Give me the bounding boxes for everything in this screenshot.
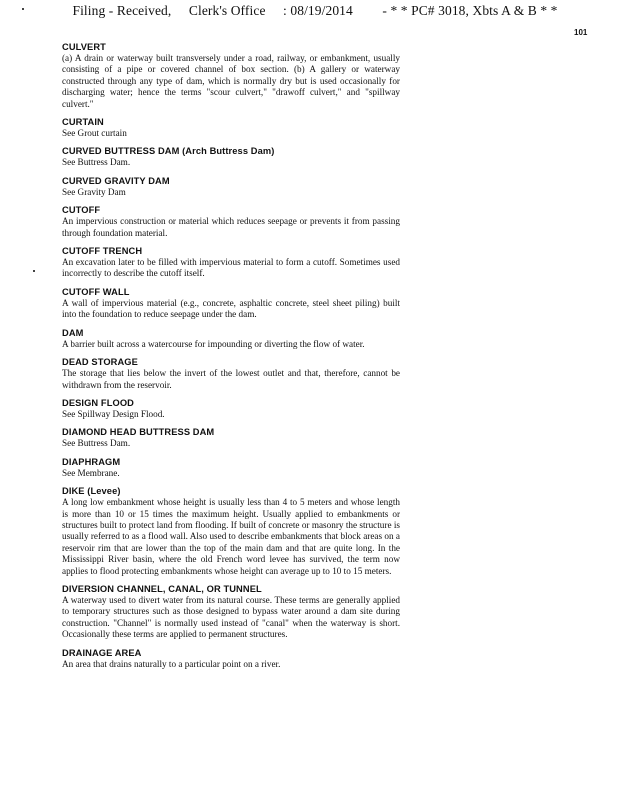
entry-definition: An impervious construction or material which reduces seepage or prevents it from passing through foundation material. (62, 216, 400, 238)
glossary-entry (62, 584, 400, 641)
glossary-entry (62, 427, 400, 449)
glossary-entry (62, 328, 400, 350)
entry-term: DESIGN FLOOD (62, 397, 134, 408)
filing-stamp-header (0, 3, 630, 19)
entry-definition: A barrier built across a watercourse for impounding or diverting the flow of water. (62, 338, 365, 349)
entry-term: DRAINAGE AREA (62, 647, 142, 658)
entry-definition: See Spillway Design Flood. (62, 408, 165, 419)
entry-term: DIAPHRAGM (62, 456, 121, 467)
page-number: 101 (574, 28, 588, 37)
entry-definition: A waterway used to divert water from its natural course. These terms are generally applied to temporary structures such as those designed to bypass water around a dam site during construction. "Channel" is normally used instead of "canal" when the waterway is short. Occasionally these terms are applied to permanent structures. (62, 594, 400, 640)
glossary-entry (62, 205, 400, 239)
entry-term: DIKE (Levee) (62, 486, 121, 497)
entry-term: CULVERT (62, 42, 106, 52)
entry-definition: A wall of impervious material (e.g., concrete, asphaltic concrete, steel sheet piling) built into the foundation to reduce seepage under the dam. (62, 297, 400, 320)
entry-definition: An area that drains naturally to a particular point on a river. (62, 658, 281, 669)
entry-definition: (a) A drain or waterway built transversely under a road, railway, or embankment, usually consisting of a pipe or covered channel of box section. (b) A gallery or waterway constructed through any type of dam, which is normally dry but is used occasionally for discharging water; hence the terms "scour culvert," "drawoff culvert," and "spillway culvert." (62, 53, 400, 109)
entry-definition: See Membrane. (62, 467, 120, 478)
glossary-entry (62, 42, 400, 110)
entry-definition: An excavation later to be filled with impervious material to form a cutoff. Sometimes used incorrectly to describe the cutoff itself. (62, 257, 400, 279)
entry-definition: See Gravity Dam (62, 186, 126, 197)
glossary-entry (62, 398, 400, 420)
glossary-entry (62, 246, 400, 280)
entry-term: CUTOFF (62, 205, 101, 216)
entry-term: CURVED BUTTRESS DAM (Arch Buttress Dam) (62, 146, 275, 157)
clerks-office-text: Clerk's Office (188, 3, 266, 18)
filing-received-text: Filing - Received, (72, 3, 172, 18)
entry-term: DAM (62, 327, 84, 338)
glossary-list (62, 42, 400, 677)
entry-term: DIVERSION CHANNEL, CANAL, OR TUNNEL (62, 583, 262, 594)
glossary-entry (62, 146, 400, 168)
glossary-entry (62, 486, 400, 577)
entry-term: CUTOFF TRENCH (62, 246, 143, 257)
glossary-entry (62, 357, 400, 391)
glossary-entry (62, 457, 400, 479)
entry-definition: See Grout curtain (62, 128, 127, 139)
pc-reference: - * * PC# 3018, Xbts A & B * * (382, 3, 558, 18)
header-separator: : (283, 3, 287, 18)
entry-definition: See Buttress Dam. (62, 438, 131, 449)
entry-definition: A long low embankment whose height is usually less than 4 to 5 meters and whose length is more than 10 or 15 times the maximum height. Usually applied to embankments or structures built to protect land from flooding. If built of concrete or masonry the structure is usually referred to as a flood wall. Also used to describe embankments that block areas on a reservoir rim that are lower than the top of the main dam and that are quite long. In the Mississippi River basin, where the old French word levee has survived, the term now applies to flood protecting embankments whose height can average up to 10 to 15 meters. (62, 497, 400, 576)
glossary-entry (62, 117, 400, 139)
glossary-entry (62, 287, 400, 321)
entry-term: DIAMOND HEAD BUTTRESS DAM (62, 427, 215, 438)
glossary-entry (62, 648, 400, 670)
glossary-entry (62, 176, 400, 198)
entry-definition: See Buttress Dam. (62, 157, 131, 168)
entry-term: CUTOFF WALL (62, 286, 130, 297)
entry-term: CURVED GRAVITY DAM (62, 175, 170, 186)
entry-term: CURTAIN (62, 117, 104, 128)
filing-date: 08/19/2014 (290, 3, 353, 18)
entry-definition: The storage that lies below the invert of the lowest outlet and that, therefore, cannot be withdrawn from the reservoir. (62, 368, 400, 390)
entry-term: DEAD STORAGE (62, 357, 138, 368)
scan-speck (33, 270, 35, 272)
scan-speck (22, 8, 24, 10)
